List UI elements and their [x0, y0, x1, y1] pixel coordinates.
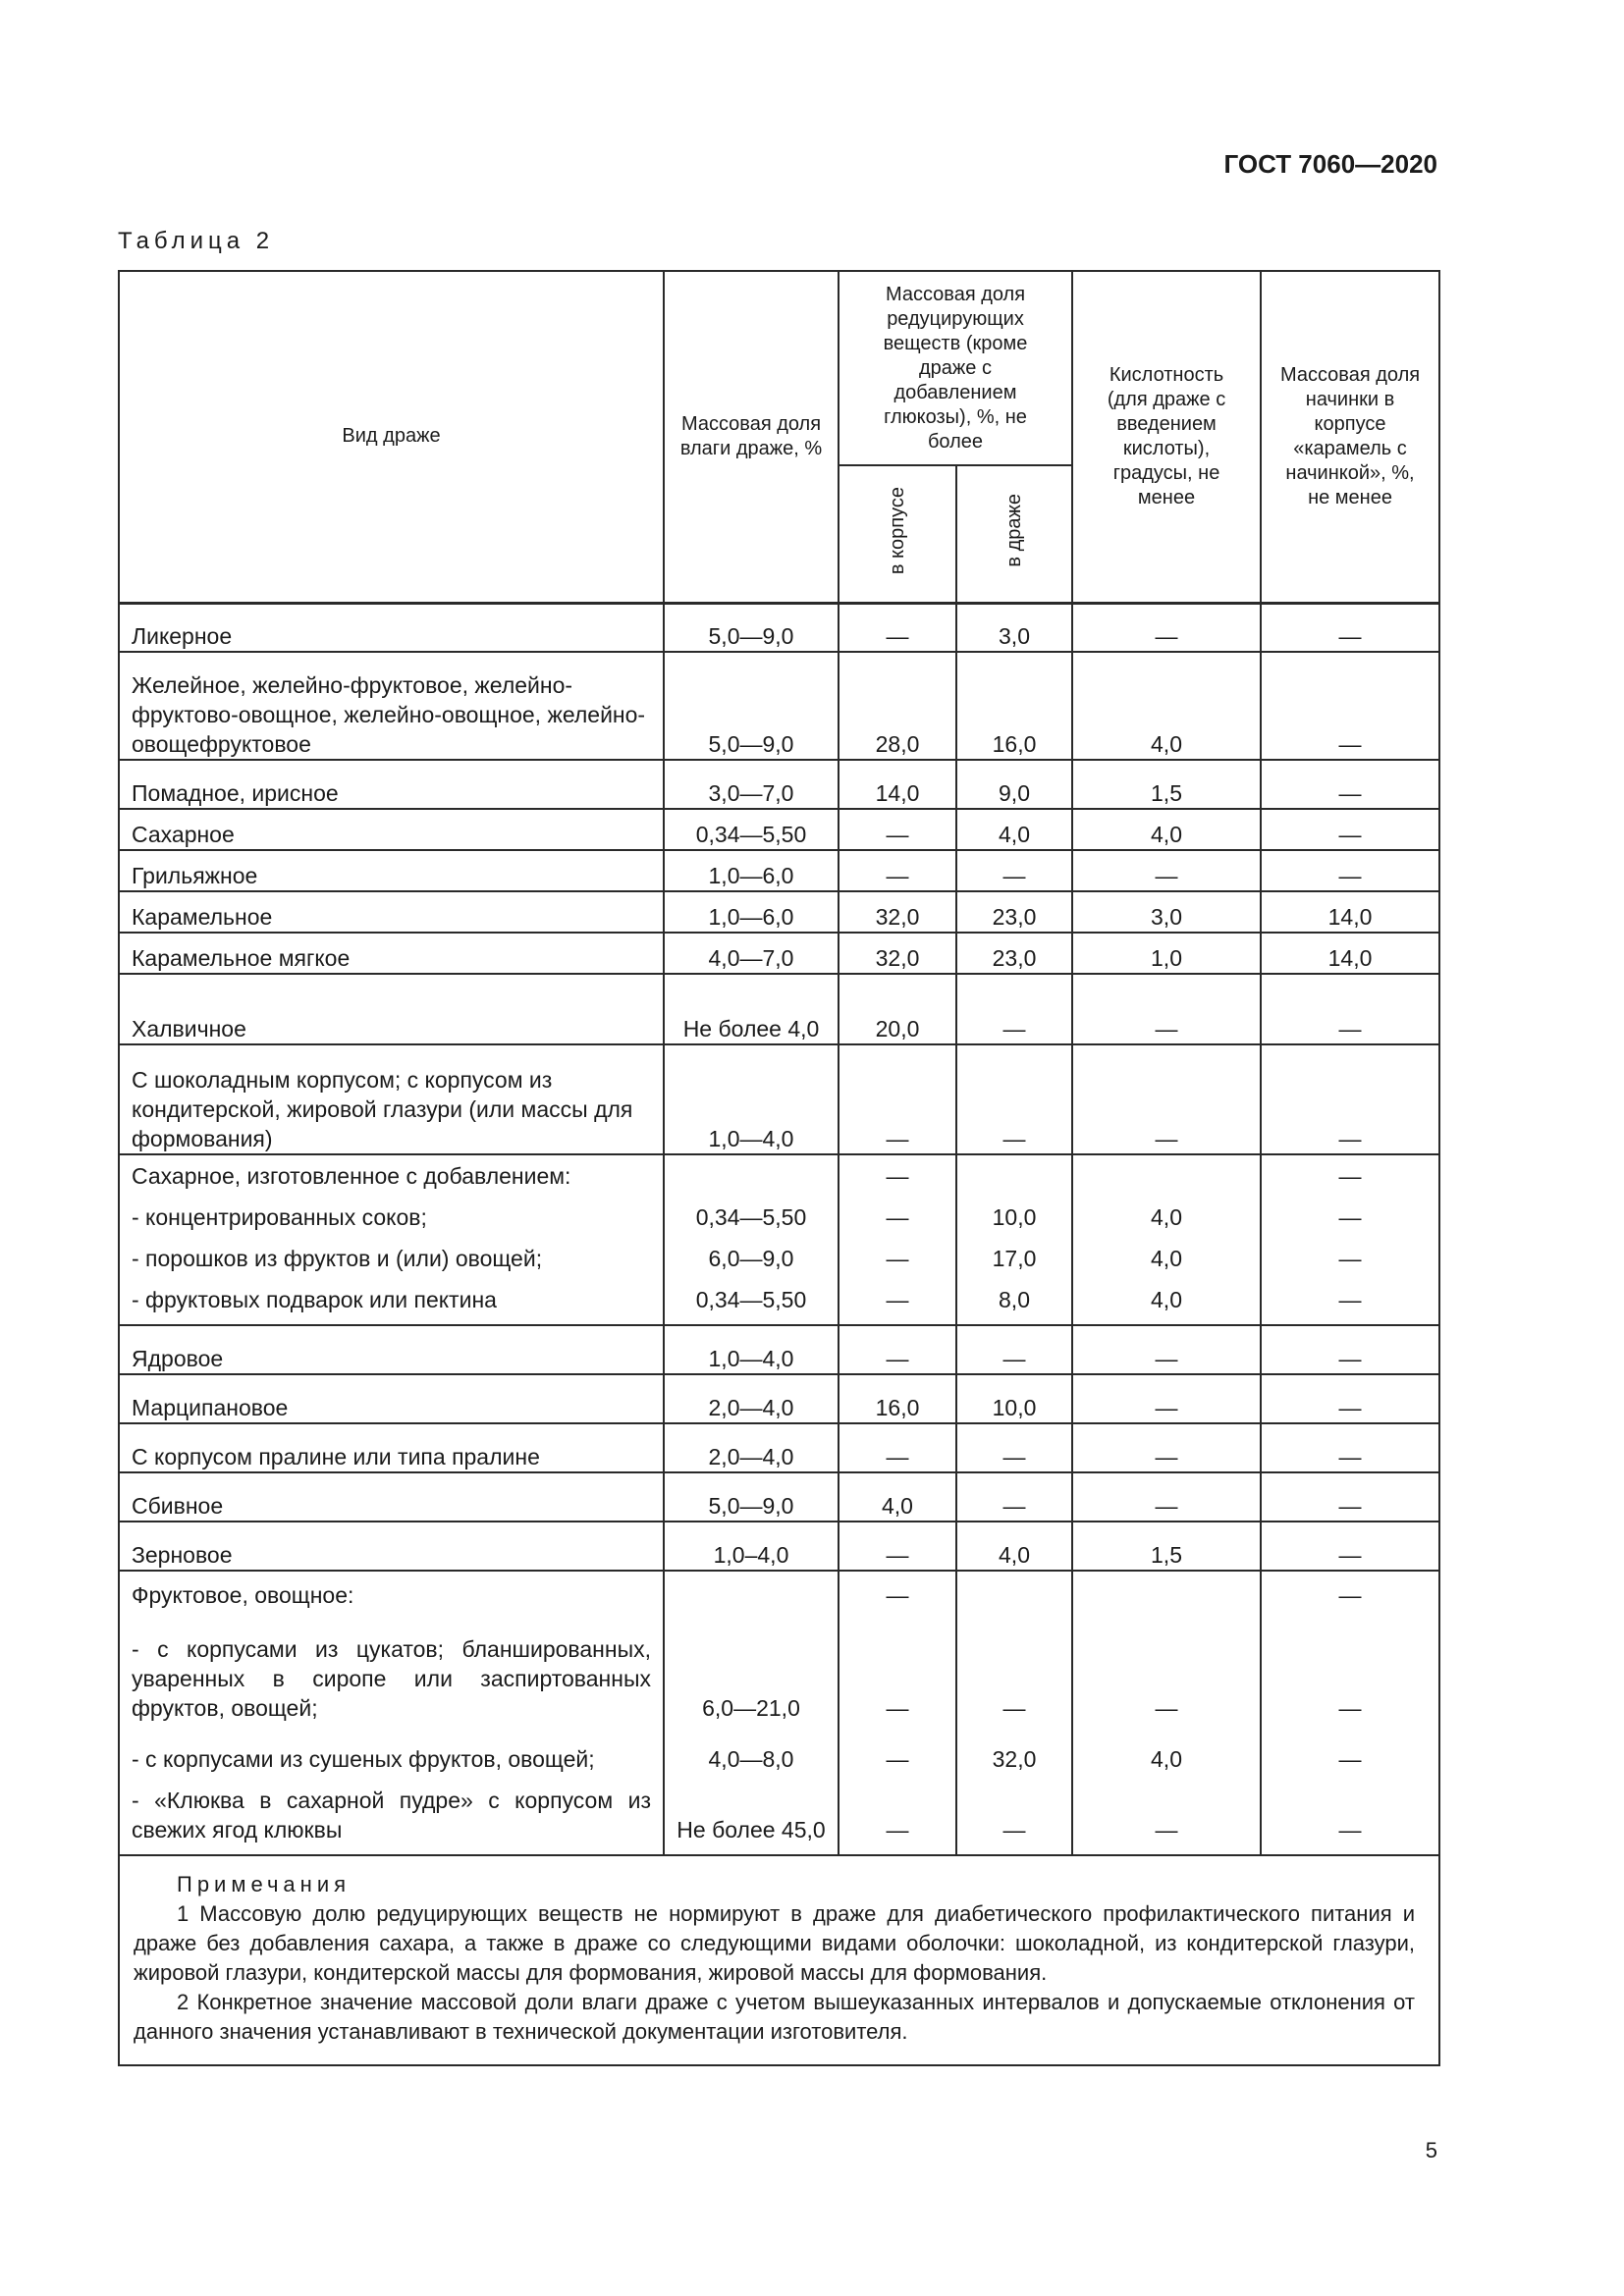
- row-name: С шоколадным корпусом; с корпусом из кондитерской, жировой глазури (или массы для формования): [119, 1044, 664, 1154]
- group-value: [665, 1572, 838, 1619]
- sub-row-name: - концентрированных соков;: [132, 1204, 427, 1230]
- cell-filling: —: [1261, 809, 1439, 850]
- sub-value: —: [886, 1695, 909, 1721]
- row-name: [119, 1571, 664, 1855]
- cell-body: [839, 1154, 956, 1325]
- row-name: Желейное, желейно-фруктовое, желейно-фруктово-овощное, желейно-овощное, желейно-овощефруктовое: [119, 652, 664, 760]
- sub-value: —: [1002, 1695, 1026, 1721]
- cell-moisture: 5,0—9,0: [664, 652, 839, 760]
- cell-filling: —: [1261, 1044, 1439, 1154]
- cell-body: —: [839, 809, 956, 850]
- cell-dragee: 9,0: [956, 760, 1072, 809]
- table-row: [119, 809, 1439, 850]
- cell-dragee: 16,0: [956, 652, 1072, 760]
- cell-moisture: 5,0—9,0: [664, 603, 839, 652]
- sub-value: 0,34—5,50: [695, 1287, 807, 1312]
- sub-value: 4,0: [1151, 1746, 1182, 1772]
- cell-filling: 14,0: [1261, 891, 1439, 933]
- table-row: [119, 933, 1439, 974]
- cell-filling: —: [1261, 1325, 1439, 1374]
- cell-filling: —: [1261, 760, 1439, 809]
- row-name: Карамельное: [119, 891, 664, 933]
- cell-moisture: 0,34—5,50: [664, 809, 839, 850]
- cell-moisture: 1,0—4,0: [664, 1044, 839, 1154]
- note-item: 2 Конкретное значение массовой доли влаги драже с учетом вышеуказанных интервалов и допускаемые отклонения от данного значения устанавливают в технической документации изготовителя.: [134, 1990, 1416, 2044]
- cell-moisture: 1,0–4,0: [664, 1522, 839, 1571]
- cell-dragee: [956, 1571, 1072, 1855]
- sub-value: —: [1338, 1746, 1362, 1772]
- sub-value: —: [886, 1246, 909, 1271]
- sub-value: 4,0—8,0: [708, 1746, 794, 1772]
- sub-value: 4,0: [1151, 1246, 1182, 1271]
- sub-value: Не более 45,0: [677, 1817, 826, 1842]
- cell-body: —: [839, 603, 956, 652]
- note-item: 1 Массовую долю редуцирующих веществ не нормируют в драже для диабетического профилактического питания и драже без добавления сахара, а также в драже со следующими видами оболочки: шоколадной, из кондитерской глазури, жировой глазури, кондитерской массы для формования, жировой массы для формования.: [134, 1901, 1416, 1985]
- group-value: —: [1338, 1163, 1362, 1189]
- row-name: С корпусом пралине или типа пралине: [119, 1423, 664, 1472]
- sub-value: 4,0: [1151, 1204, 1182, 1230]
- cell-body: 14,0: [839, 760, 956, 809]
- cell-acidity: —: [1072, 974, 1261, 1044]
- group-title: Сахарное, изготовленное с добавлением:: [132, 1163, 571, 1189]
- cell-filling: —: [1261, 603, 1439, 652]
- table-row: [119, 1044, 1439, 1154]
- cell-dragee: 23,0: [956, 933, 1072, 974]
- cell-moisture: [664, 1571, 839, 1855]
- table-row: [119, 603, 1439, 652]
- col-header-reducing: Массовая доля редуцирующих веществ (кроме драже с добавлением глюкозы), %, не более: [839, 271, 1072, 465]
- cell-dragee: 23,0: [956, 891, 1072, 933]
- sub-value: 10,0: [992, 1204, 1037, 1230]
- sub-value: 6,0—21,0: [702, 1695, 800, 1721]
- table-row: [119, 760, 1439, 809]
- cell-body: —: [839, 850, 956, 891]
- cell-dragee: 4,0: [956, 1522, 1072, 1571]
- sub-value: —: [1338, 1695, 1362, 1721]
- sub-row-name: - «Клюква в сахарной пудре» с корпусом из свежих ягод клюквы: [132, 1788, 651, 1842]
- group-title: Фруктовое, овощное:: [132, 1582, 354, 1608]
- cell-acidity: —: [1072, 1044, 1261, 1154]
- cell-body: 20,0: [839, 974, 956, 1044]
- dragee-table: [118, 270, 1440, 2066]
- cell-dragee: —: [956, 1325, 1072, 1374]
- cell-moisture: [664, 1154, 839, 1325]
- cell-moisture: Не более 4,0: [664, 974, 839, 1044]
- sub-value: —: [886, 1817, 909, 1842]
- sub-row-name: - с корпусами из сушеных фруктов, овощей;: [132, 1746, 595, 1772]
- cell-body: 28,0: [839, 652, 956, 760]
- sub-row-name: - фруктовых подварок или пектина: [132, 1287, 497, 1312]
- sub-value: 8,0: [999, 1287, 1030, 1312]
- col-header-reducing-dragee: в драже: [956, 465, 1072, 603]
- cell-acidity: 1,5: [1072, 760, 1261, 809]
- table-row: [119, 1374, 1439, 1423]
- col-header-type: Вид драже: [119, 271, 664, 603]
- col-header-reducing-body: в корпусе: [839, 465, 956, 603]
- sub-value: —: [1002, 1817, 1026, 1842]
- table-row: [119, 652, 1439, 760]
- row-name: Зерновое: [119, 1522, 664, 1571]
- cell-filling: —: [1261, 1374, 1439, 1423]
- cell-acidity: —: [1072, 1374, 1261, 1423]
- group-value: [1073, 1572, 1260, 1619]
- standard-code: ГОСТ 7060—2020: [1223, 149, 1437, 179]
- sub-value: —: [1155, 1695, 1178, 1721]
- cell-dragee: 4,0: [956, 809, 1072, 850]
- cell-moisture: 5,0—9,0: [664, 1472, 839, 1522]
- cell-dragee: —: [956, 1044, 1072, 1154]
- row-name: Сахарное: [119, 809, 664, 850]
- row-name: [119, 1154, 664, 1325]
- cell-dragee: 3,0: [956, 603, 1072, 652]
- sub-value: —: [886, 1204, 909, 1230]
- cell-filling: 14,0: [1261, 933, 1439, 974]
- cell-moisture: 4,0—7,0: [664, 933, 839, 974]
- cell-body: 32,0: [839, 933, 956, 974]
- cell-acidity: —: [1072, 1423, 1261, 1472]
- table-row: [119, 850, 1439, 891]
- cell-dragee: [956, 1154, 1072, 1325]
- cell-acidity: 3,0: [1072, 891, 1261, 933]
- table-row: [119, 1325, 1439, 1374]
- cell-moisture: 3,0—7,0: [664, 760, 839, 809]
- cell-moisture: 1,0—6,0: [664, 850, 839, 891]
- cell-dragee: —: [956, 974, 1072, 1044]
- sub-value: 17,0: [992, 1246, 1037, 1271]
- sub-row-name: - порошков из фруктов и (или) овощей;: [132, 1246, 543, 1271]
- cell-dragee: —: [956, 1472, 1072, 1522]
- cell-acidity: 1,0: [1072, 933, 1261, 974]
- cell-filling: [1261, 1571, 1439, 1855]
- sub-value: —: [886, 1287, 909, 1312]
- cell-acidity: —: [1072, 1325, 1261, 1374]
- group-value: [1073, 1155, 1260, 1197]
- cell-filling: —: [1261, 652, 1439, 760]
- cell-body: —: [839, 1522, 956, 1571]
- row-name: Грильяжное: [119, 850, 664, 891]
- cell-filling: —: [1261, 850, 1439, 891]
- row-name: Помадное, ирисное: [119, 760, 664, 809]
- sub-value: 0,34—5,50: [695, 1204, 807, 1230]
- cell-acidity: —: [1072, 603, 1261, 652]
- page-number: 5: [1425, 2138, 1437, 2163]
- notes-title: Примечания: [177, 1872, 352, 1896]
- row-name: Ядровое: [119, 1325, 664, 1374]
- sub-value: 6,0—9,0: [708, 1246, 794, 1271]
- cell-moisture: 2,0—4,0: [664, 1374, 839, 1423]
- cell-moisture: 2,0—4,0: [664, 1423, 839, 1472]
- col-header-acidity: Кислотность (для драже с введением кислоты), градусы, не менее: [1072, 271, 1261, 603]
- row-name: Сбивное: [119, 1472, 664, 1522]
- cell-dragee: —: [956, 850, 1072, 891]
- sub-value: —: [1338, 1246, 1362, 1271]
- table-body: [119, 603, 1439, 1855]
- sub-row-name: - с корпусами из цукатов; бланшированных, уваренных в сиропе или заспиртованных фруктов, овощей;: [132, 1636, 651, 1721]
- cell-dragee: 10,0: [956, 1374, 1072, 1423]
- sub-value: —: [1155, 1817, 1178, 1842]
- cell-acidity: [1072, 1571, 1261, 1855]
- table-row: [119, 1571, 1439, 1855]
- cell-acidity: [1072, 1154, 1261, 1325]
- cell-moisture: 1,0—6,0: [664, 891, 839, 933]
- cell-body: —: [839, 1325, 956, 1374]
- cell-filling: [1261, 1154, 1439, 1325]
- table-notes: [119, 1855, 1439, 2065]
- cell-acidity: —: [1072, 850, 1261, 891]
- table-header: [119, 271, 1439, 603]
- group-value: [665, 1155, 838, 1197]
- cell-body: —: [839, 1044, 956, 1154]
- table-row: [119, 1154, 1439, 1325]
- group-value: —: [1338, 1582, 1362, 1608]
- col-header-filling: Массовая доля начинки в корпусе «карамель с начинкой», %, не менее: [1261, 271, 1439, 603]
- table-row: [119, 891, 1439, 933]
- row-name: Ликерное: [119, 603, 664, 652]
- sub-value: —: [1338, 1817, 1362, 1842]
- table-row: [119, 974, 1439, 1044]
- cell-acidity: 4,0: [1072, 652, 1261, 760]
- cell-acidity: —: [1072, 1472, 1261, 1522]
- table-caption: Таблица 2: [118, 228, 275, 254]
- sub-value: 4,0: [1151, 1287, 1182, 1312]
- table-row: [119, 1472, 1439, 1522]
- cell-filling: —: [1261, 1472, 1439, 1522]
- group-value: [957, 1572, 1071, 1619]
- cell-filling: —: [1261, 1423, 1439, 1472]
- cell-dragee: —: [956, 1423, 1072, 1472]
- table-row: [119, 1522, 1439, 1571]
- cell-body: —: [839, 1423, 956, 1472]
- cell-acidity: 4,0: [1072, 809, 1261, 850]
- cell-body: 4,0: [839, 1472, 956, 1522]
- sub-value: —: [1338, 1287, 1362, 1312]
- cell-filling: —: [1261, 974, 1439, 1044]
- cell-filling: —: [1261, 1522, 1439, 1571]
- group-value: —: [886, 1582, 909, 1608]
- group-value: —: [886, 1163, 909, 1189]
- sub-value: —: [1338, 1204, 1362, 1230]
- row-name: Халвичное: [119, 974, 664, 1044]
- group-value: [957, 1155, 1071, 1197]
- cell-moisture: 1,0—4,0: [664, 1325, 839, 1374]
- cell-body: [839, 1571, 956, 1855]
- notes-cell: [119, 1855, 1439, 2065]
- cell-body: 32,0: [839, 891, 956, 933]
- row-name: Марципановое: [119, 1374, 664, 1423]
- cell-body: 16,0: [839, 1374, 956, 1423]
- sub-value: 32,0: [992, 1746, 1037, 1772]
- sub-value: —: [886, 1746, 909, 1772]
- cell-acidity: 1,5: [1072, 1522, 1261, 1571]
- table-row: [119, 1423, 1439, 1472]
- col-header-moisture: Массовая доля влаги драже, %: [664, 271, 839, 603]
- row-name: Карамельное мягкое: [119, 933, 664, 974]
